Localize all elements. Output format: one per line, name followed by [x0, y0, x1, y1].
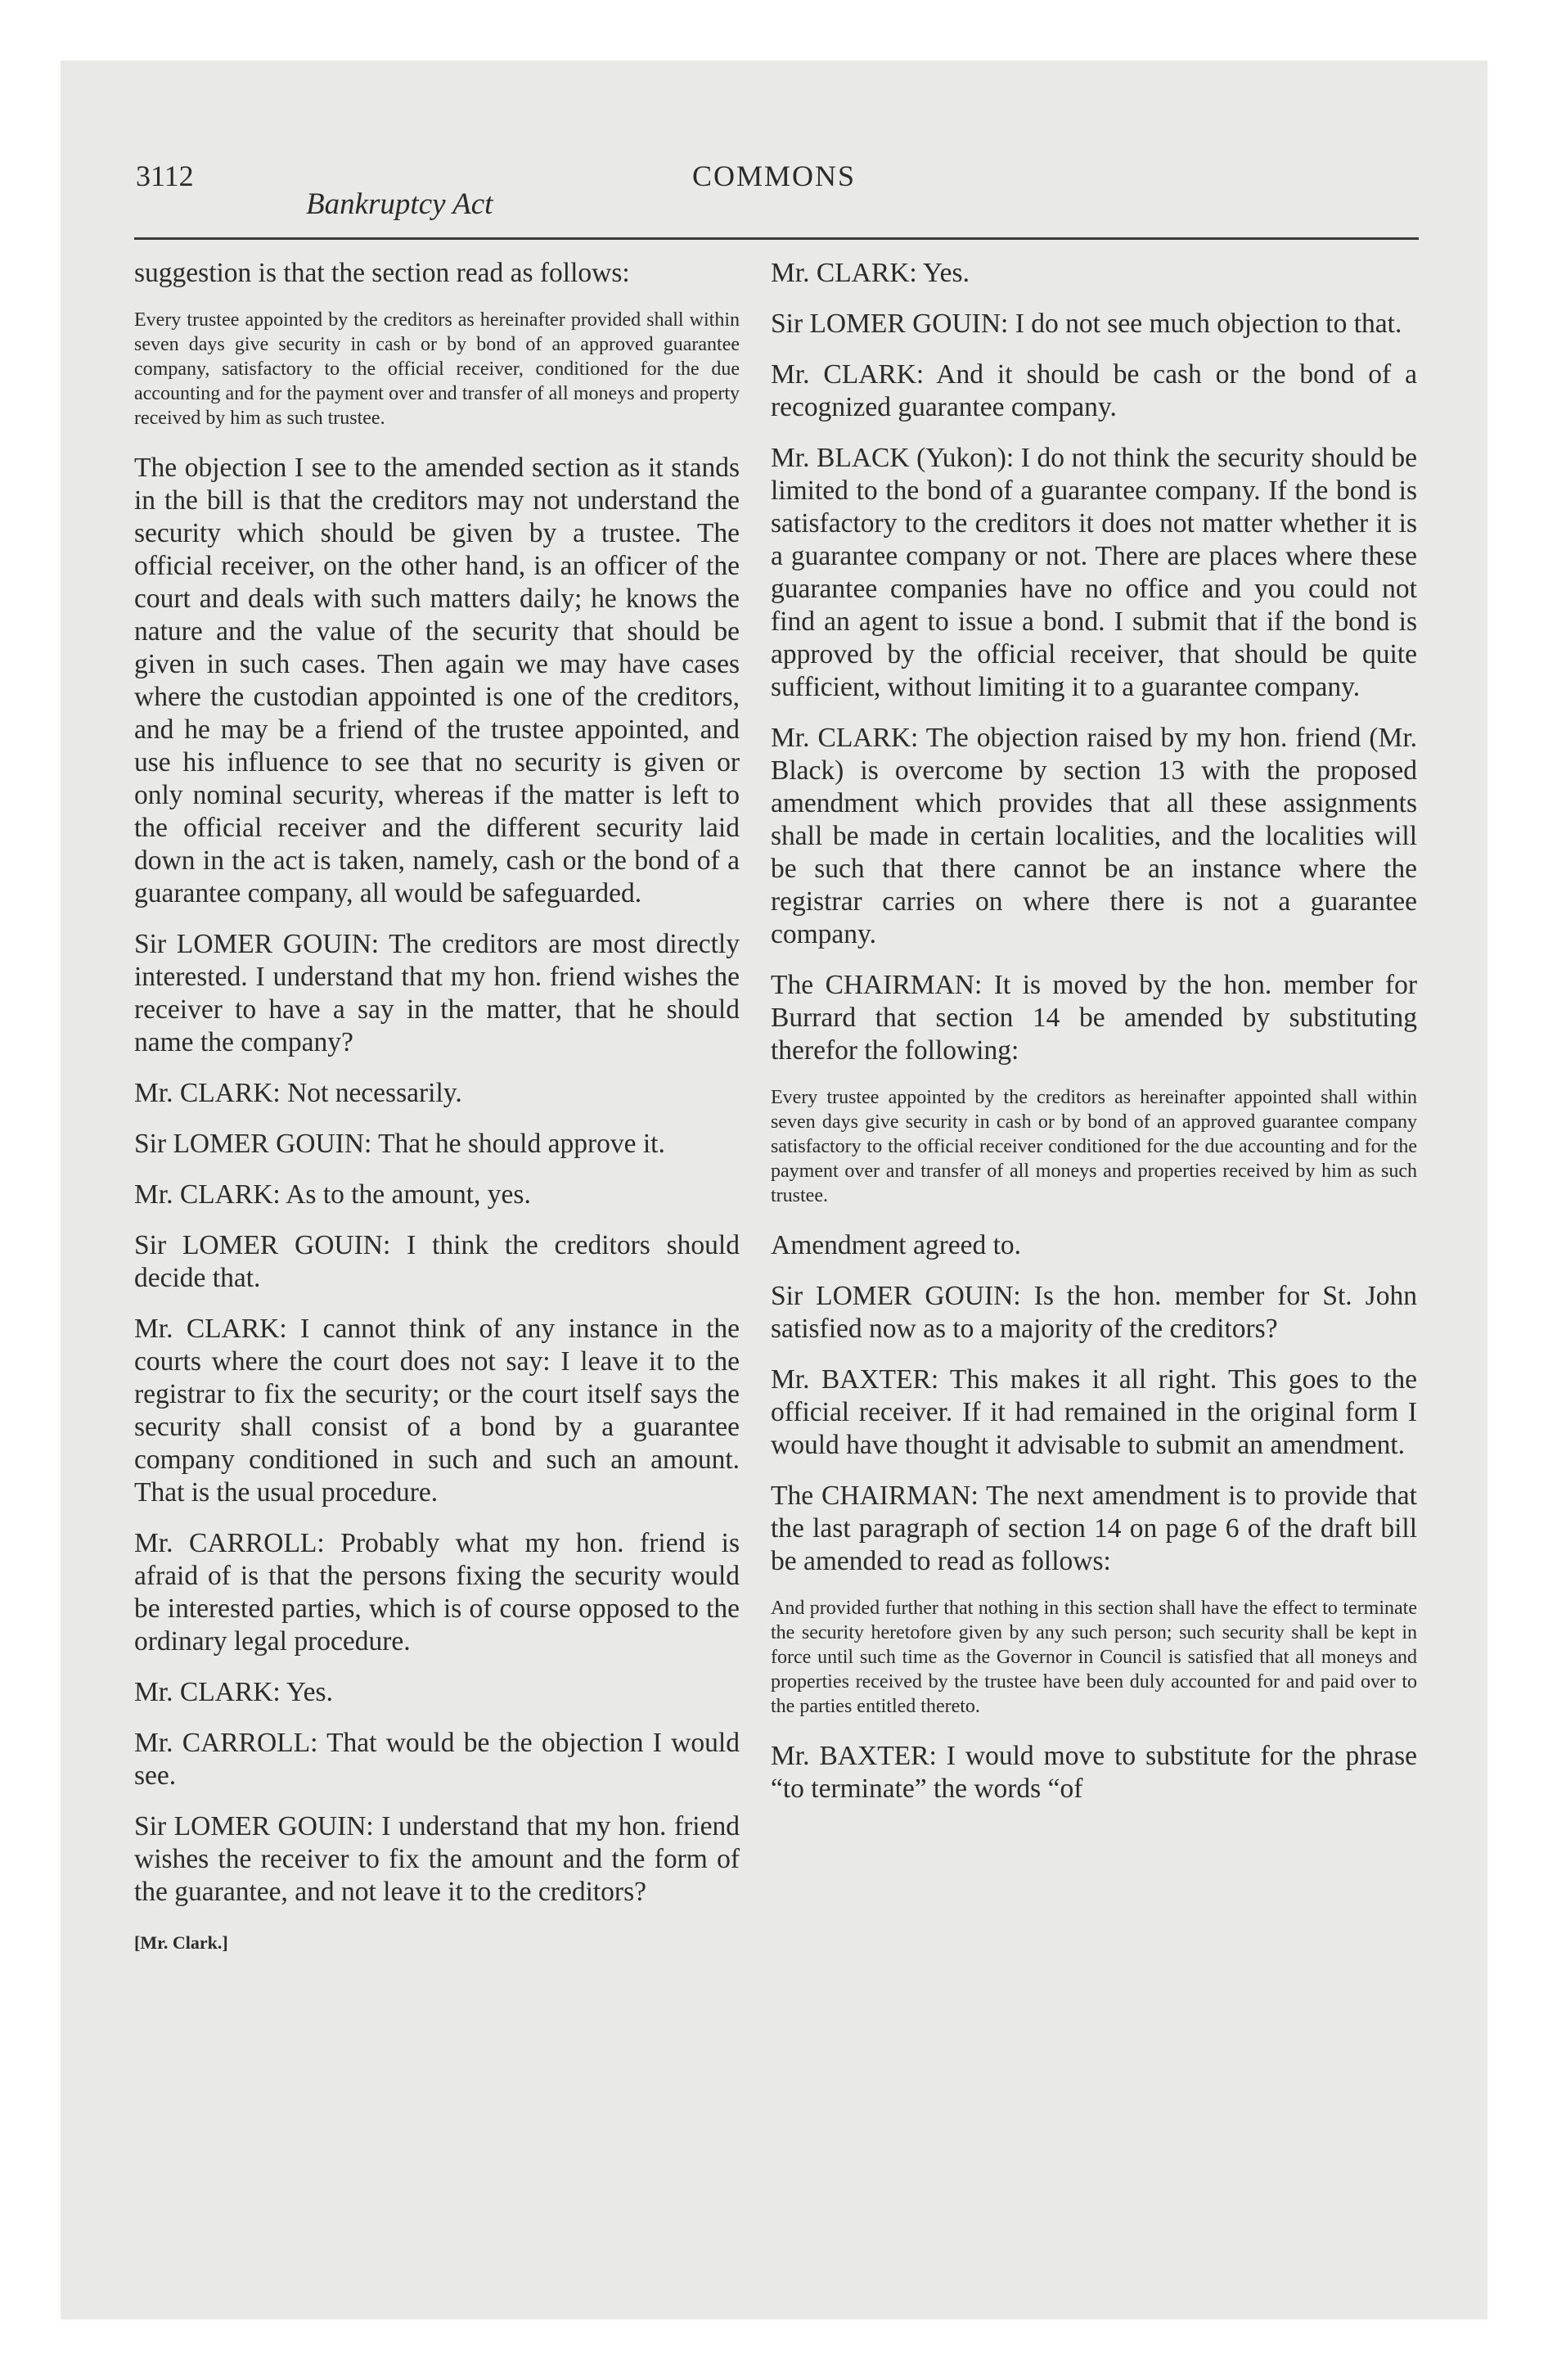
paragraph: Sir LOMER GOUIN: I think the creditors should decide that. — [134, 1230, 740, 1293]
paragraph: Mr. CLARK: As to the amount, yes. — [134, 1179, 531, 1210]
paragraph: The CHAIRMAN: The next amendment is to provide that the last paragraph of section 14 on page 6 of the draft bill be amended to read as follows: — [771, 1481, 1417, 1576]
quoted-amendment: Every trustee appointed by the creditors as hereinafter appointed shall within seven days give security in cash or by bond of an approved guarantee company satisfactory to the official receiver conditioned for the due accounting and for the payment over and transfer of all moneys and properties received by him as such trustee. — [771, 1087, 1417, 1206]
paragraph: The CHAIRMAN: It is moved by the hon. member for Burrard that section 14 be amended by substituting therefor the following: — [771, 970, 1417, 1066]
speaker-footer: [Mr. Clark.] — [134, 1932, 228, 1953]
paragraph: The objection I see to the amended section as it stands in the bill is that the creditors may not understand the security which should be given by a trustee. The official receiver, on the other hand, is an officer of the court and deals with such matters daily; he knows the nature and the value of the security that should be given in such cases. Then again we may have cases where the custodian appointed is one of the creditors, and he may be a friend of the trustee appointed, and use his influence to see that no security is given or only nominal security, whereas if the matter is left to the official receiver and the different security laid down in the act is taken, namely, cash or the bond of a guarantee company, all would be safeguarded. — [134, 453, 740, 908]
page-number: 3112 — [136, 160, 194, 192]
paragraph: Mr. BAXTER: I would move to substitute for the phrase “to terminate” the words “of — [771, 1741, 1417, 1804]
quoted-amendment: And provided further that nothing in this section shall have the effect to terminate the security heretofore given by any such person; such security shall be kept in force until such time as the Governor in Council is satisfied that all moneys and properties received by the trustee have been duly accounted for and paid over to the parties entitled thereto. — [771, 1598, 1417, 1717]
paragraph: Sir LOMER GOUIN: That he should approve it. — [134, 1129, 665, 1159]
paragraph: Mr. CLARK: And it should be cash or the bond of a recognized guarantee company. — [771, 359, 1417, 422]
quoted-amendment: Every trustee appointed by the creditors as hereinafter provided shall within seven days give security in cash or by bond of an approved guarantee company, satisfactory to the official receiver, conditioned for the due accounting and for the payment over and transfer of all moneys and property received by him as such trustee. — [134, 309, 740, 429]
paragraph: Sir LOMER GOUIN: I understand that my hon. friend wishes the receiver to fix the amount and the form of the guarantee, and not leave it to the creditors? — [134, 1811, 740, 1907]
left-column — [134, 257, 740, 1977]
paragraph: Mr. CARROLL: Probably what my hon. friend is afraid of is that the persons fixing the security would be interested parties, which is of course opposed to the ordinary legal procedure. — [134, 1528, 740, 1657]
running-head: COMMONS — [691, 160, 857, 192]
header-rule — [134, 237, 1419, 240]
paragraph: suggestion is that the section read as follows: — [134, 258, 630, 288]
paragraph: Mr. CLARK: Yes. — [771, 258, 970, 288]
paragraph: Mr. BAXTER: This makes it all right. This goes to the official receiver. If it had remained in the original form I would have thought it advisable to submit an amendment. — [771, 1364, 1417, 1460]
paragraph: Mr. CLARK: The objection raised by my hon. friend (Mr. Black) is overcome by section 13 with the proposed amendment which provides that all these assignments shall be made in certain localities, and the localities will be such that there cannot be an instance where the registrar carries on where there is not a guarantee company. — [771, 723, 1417, 949]
paragraph: Mr. CLARK: Not necessarily. — [134, 1078, 462, 1108]
paragraph: Amendment agreed to. — [771, 1230, 1022, 1260]
paragraph: Mr. CLARK: Yes. — [134, 1677, 333, 1707]
paragraph: Sir LOMER GOUIN: I do not see much objection to that. — [771, 309, 1402, 339]
right-column — [771, 257, 1417, 1823]
paragraph: Mr. BLACK (Yukon): I do not think the security should be limited to the bond of a guarantee company. If the bond is satisfactory to the creditors it does not matter whether it is a guarantee company or not. There are places where these guarantee companies have no office and you could not find an agent to issue a bond. I submit that if the bond is approved by the official receiver, that should be quite sufficient, without limiting it to a guarantee company. — [771, 443, 1417, 702]
paragraph: Mr. CLARK: I cannot think of any instance in the courts where the court does not say: I leave it to the registrar to fix the security; or the court itself says the security shall consist of a bond by a guarantee company conditioned in such and such an amount. That is the usual procedure. — [134, 1314, 740, 1508]
subject-heading: Bankruptcy Act — [306, 187, 493, 221]
paragraph: Sir LOMER GOUIN: The creditors are most directly interested. I understand that my hon. friend wishes the receiver to have a say in the matter, that he should name the company? — [134, 929, 740, 1057]
scanned-page — [61, 61, 1487, 2319]
paragraph: Sir LOMER GOUIN: Is the hon. member for St. John satisfied now as to a majority of the creditors? — [771, 1281, 1417, 1344]
paragraph: Mr. CARROLL: That would be the objection I would see. — [134, 1728, 740, 1791]
